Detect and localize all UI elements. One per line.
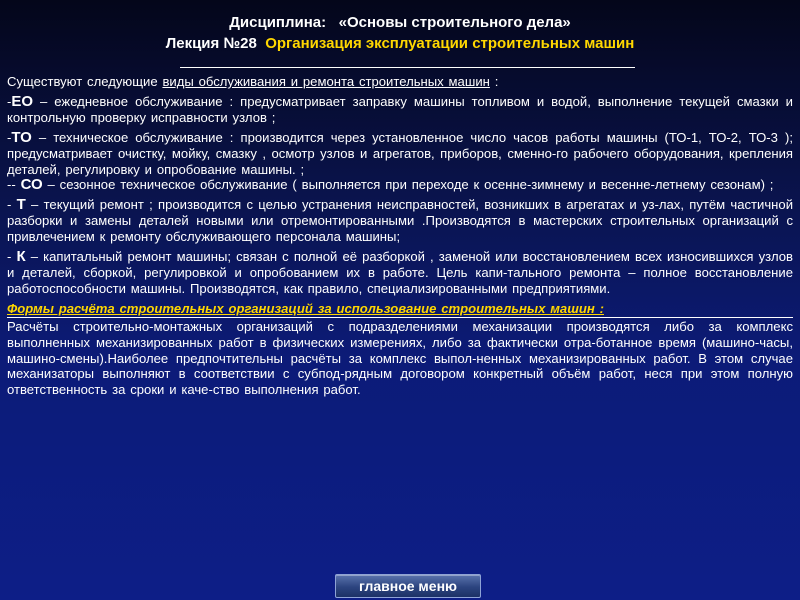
item-eo-text: – ежедневное обслуживание : предусматривает заправку машины топливом и водой, выполнение текущей смазки и контрольную проверку исправности узлов ;	[7, 93, 793, 125]
discipline-line	[0, 12, 800, 33]
item-k-code: К	[16, 248, 26, 266]
item-t-code: Т	[16, 196, 26, 214]
item-to-text: – техническое обслуживание : производится через установленное число часов работы машины (ТО-1, ТО-2, ТО-3 ); предусматривает очистку, мойку, смазку , осмотр узлов и агрегатов, приборов, сменно-го рабочего оборудования, крепления деталей, регулировку и опробование машины. ;	[7, 129, 793, 177]
forms-paragraph: Расчёты строительно-монтажных организаций с подразделениями механизации производятся либо за комплекс выполненных механизированных работ в физических измерениях, либо за фактически отра-ботанное время (машино-часы, машино-смены).Наиболее предпочтительны расчёты за комплекс выпол-ненных механизированных работ. В этом случае механизаторы выполняют в соответствии с субпод-рядным договором конкретный объём работ, неся при этом полную ответственность за сроки и каче-ство выполнения работ.	[7, 318, 793, 398]
forms-heading	[7, 301, 793, 317]
item-k-prefix: -	[7, 249, 17, 265]
item-so-text: – сезонное техническое обслуживание ( выполняется при переходе к осенне-зимнему и весенне-летнему сезонам) ;	[42, 177, 774, 193]
header-divider	[180, 67, 635, 68]
item-so	[7, 177, 793, 193]
forms-title: Формы расчёта строительных организаций за использование строительных машин :	[7, 300, 604, 316]
item-t-text: – текущий ремонт ; производится с целью устранения неисправностей, возникших в агрегатах и уз-лах, путём частичной разборки и замены деталей новыми или отремонтированными .Производятся в мастерских строительных организаций с привлечением к ремонту обслуживающего персонала машины;	[7, 197, 794, 245]
item-k	[7, 249, 793, 297]
intro-prefix: Существуют следующие	[7, 74, 163, 89]
forms-divider	[7, 317, 793, 318]
item-so-prefix: --	[7, 177, 21, 193]
intro-underlined: виды обслуживания и ремонта строительных машин	[162, 74, 490, 89]
item-eo	[7, 94, 793, 126]
lecture-label: Лекция №28	[165, 35, 257, 52]
item-t-prefix: -	[7, 197, 17, 213]
item-eo-code: ЕО	[11, 92, 34, 110]
item-eo-prefix: -	[7, 93, 12, 109]
intro-suffix: :	[489, 74, 499, 89]
discipline-name: «Основы строительного дела»	[338, 14, 571, 31]
item-t	[7, 197, 793, 245]
lecture-line	[0, 33, 800, 54]
item-to	[7, 130, 793, 178]
slide-header	[0, 12, 800, 54]
item-to-code: ТО	[11, 128, 32, 146]
intro-paragraph	[7, 74, 793, 90]
lecture-title: Организация эксплуатации строительных машин	[265, 35, 635, 52]
item-so-code: СО	[20, 176, 43, 194]
item-to-prefix: -	[7, 129, 12, 145]
main-menu-button[interactable]: главное меню	[335, 574, 481, 598]
discipline-label: Дисциплина:	[229, 14, 327, 31]
slide-content	[7, 74, 793, 402]
item-k-text: – капитальный ремонт машины; связан с полной её разборкой , заменой или восстановлением всех износившихся узлов и деталей, сборкой, регулировкой и опробованием их в работе. Цель капи-тального ремонта – полное восстановление работоспособности машины. Производятся, как правило, специализированными предприятиями.	[7, 249, 794, 296]
